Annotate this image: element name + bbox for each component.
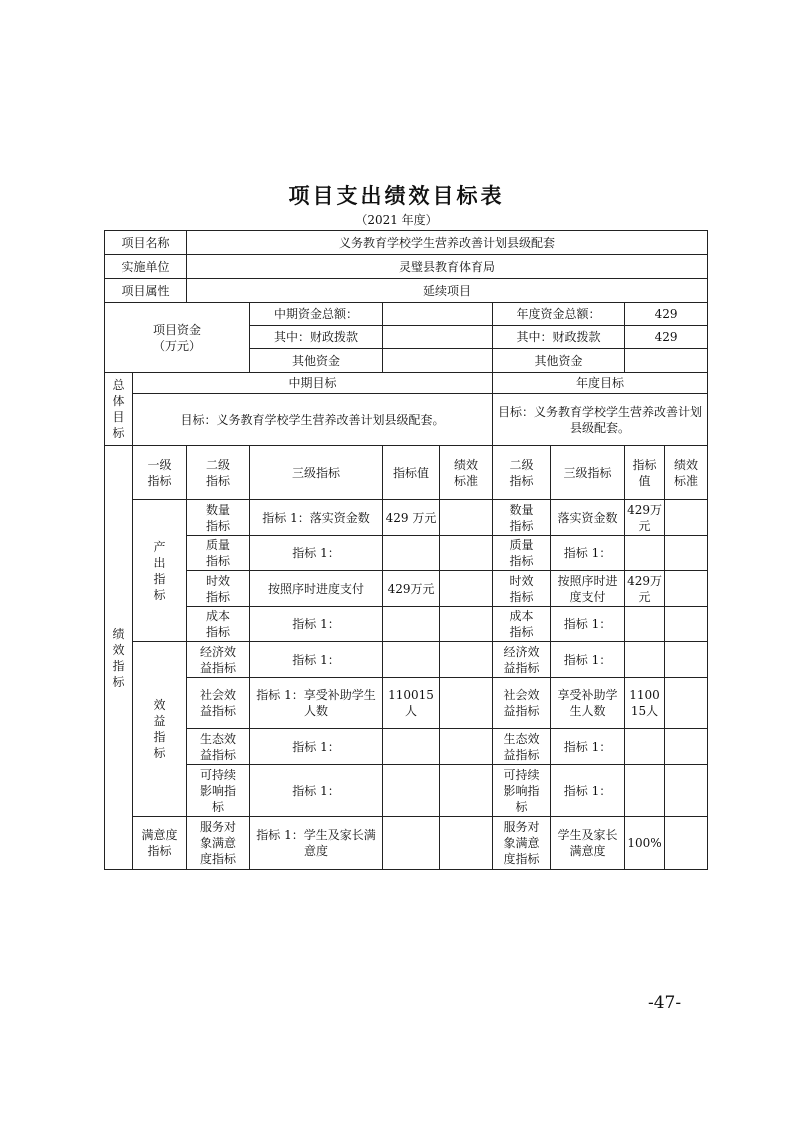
row-level3-year: 指标 1： xyxy=(551,536,625,571)
implementing-unit-row xyxy=(105,255,708,279)
year-goal-header: 年度目标 xyxy=(493,373,708,394)
header-value: 指标值 xyxy=(383,446,440,500)
row-level2: 服务对象满意度指标 xyxy=(187,817,250,870)
row-level3-year: 指标 1： xyxy=(551,642,625,678)
project-funds-label: 项目资金 （万元） xyxy=(105,303,250,373)
row-standard-year xyxy=(665,765,708,817)
indicator-row-satisfaction xyxy=(105,817,708,870)
row-level2: 生态效益指标 xyxy=(187,729,250,765)
year-total-value: 429 xyxy=(625,303,708,326)
row-value-year: 100% xyxy=(625,817,665,870)
indicator-row-timeliness xyxy=(105,571,708,607)
row-level3-year: 落实资金数 xyxy=(551,500,625,536)
row-value-year xyxy=(625,536,665,571)
row-standard-year xyxy=(665,642,708,678)
implementing-unit-label: 实施单位 xyxy=(105,255,187,279)
benefit-indicator-label: 效益指标 xyxy=(133,642,187,817)
indicator-row-cost xyxy=(105,607,708,642)
row-standard xyxy=(440,765,493,817)
header-standard-year: 绩效标准 xyxy=(665,446,708,500)
year-fiscal-label: 其中：财政拨款 xyxy=(493,326,625,349)
row-value-year: 110015人 xyxy=(625,678,665,729)
indicator-row-social xyxy=(105,678,708,729)
row-level3-year: 指标 1： xyxy=(551,607,625,642)
performance-goal-table xyxy=(104,230,708,870)
project-name-value: 义务教育学校学生营养改善计划县级配套 xyxy=(187,231,708,255)
row-level2-year: 服务对象满意度指标 xyxy=(493,817,551,870)
header-level2: 二级指标 xyxy=(187,446,250,500)
row-level2-year: 可持续影响指标 xyxy=(493,765,551,817)
header-value-year: 指标值 xyxy=(625,446,665,500)
row-level3-year: 享受补助学生人数 xyxy=(551,678,625,729)
row-level2-year: 数量指标 xyxy=(493,500,551,536)
row-level3-year: 按照序时进度支付 xyxy=(551,571,625,607)
row-standard xyxy=(440,607,493,642)
row-value-year xyxy=(625,765,665,817)
row-level2-year: 经济效益指标 xyxy=(493,642,551,678)
overall-goal-label: 总体目标 xyxy=(105,373,133,446)
row-value: 429 万元 xyxy=(383,500,440,536)
row-level2-year: 社会效益指标 xyxy=(493,678,551,729)
year-goal-text: 目标：义务教育学校学生营养改善计划县级配套。 xyxy=(493,394,708,446)
row-standard-year xyxy=(665,729,708,765)
header-standard: 绩效标准 xyxy=(440,446,493,500)
indicator-row-ecological xyxy=(105,729,708,765)
page-title: 项目支出绩效目标表 xyxy=(288,184,505,208)
year-fiscal-value: 429 xyxy=(625,326,708,349)
row-level2: 社会效益指标 xyxy=(187,678,250,729)
page-number: -47- xyxy=(648,993,682,1013)
row-value xyxy=(383,536,440,571)
project-name-label: 项目名称 xyxy=(105,231,187,255)
row-level2: 经济效益指标 xyxy=(187,642,250,678)
row-standard xyxy=(440,500,493,536)
project-attribute-label: 项目属性 xyxy=(105,279,187,303)
row-value-year xyxy=(625,729,665,765)
mid-goal-text: 目标：义务教育学校学生营养改善计划县级配套。 xyxy=(133,394,493,446)
row-level2: 时效指标 xyxy=(187,571,250,607)
row-value-year: 429万元 xyxy=(625,571,665,607)
row-level3: 指标 1：享受补助学生人数 xyxy=(250,678,383,729)
mid-goal-header: 中期目标 xyxy=(133,373,493,394)
header-level1: 一级指标 xyxy=(133,446,187,500)
row-value-year: 429万元 xyxy=(625,500,665,536)
row-level2-year: 质量指标 xyxy=(493,536,551,571)
mid-fiscal-value xyxy=(383,326,493,349)
header-level3: 三级指标 xyxy=(250,446,383,500)
row-value xyxy=(383,642,440,678)
header-level2-year: 二级指标 xyxy=(493,446,551,500)
row-standard-year xyxy=(665,536,708,571)
row-standard xyxy=(440,817,493,870)
mid-other-value xyxy=(383,349,493,373)
row-standard-year xyxy=(665,678,708,729)
year-other-label: 其他资金 xyxy=(493,349,625,373)
mid-total-label: 中期资金总额： xyxy=(250,303,383,326)
row-level2: 质量指标 xyxy=(187,536,250,571)
mid-other-label: 其他资金 xyxy=(250,349,383,373)
row-level2-year: 生态效益指标 xyxy=(493,729,551,765)
row-level2: 可持续影响指标 xyxy=(187,765,250,817)
project-attribute-row xyxy=(105,279,708,303)
indicator-row-quantity xyxy=(105,500,708,536)
row-level2-year: 成本指标 xyxy=(493,607,551,642)
row-level3-year: 指标 1： xyxy=(551,765,625,817)
implementing-unit-value: 灵璧县教育体育局 xyxy=(187,255,708,279)
row-value xyxy=(383,607,440,642)
row-level3: 指标 1： xyxy=(250,536,383,571)
row-standard xyxy=(440,571,493,607)
goals-header-row xyxy=(105,373,708,394)
row-standard xyxy=(440,678,493,729)
row-level3: 指标 1： xyxy=(250,729,383,765)
row-standard xyxy=(440,729,493,765)
row-standard-year xyxy=(665,500,708,536)
row-level3: 指标 1：学生及家长满意度 xyxy=(250,817,383,870)
row-value-year xyxy=(625,607,665,642)
mid-total-value xyxy=(383,303,493,326)
row-value-year xyxy=(625,642,665,678)
indicator-row-sustainable xyxy=(105,765,708,817)
year-total-label: 年度资金总额： xyxy=(493,303,625,326)
indicator-row-quality xyxy=(105,536,708,571)
row-value xyxy=(383,765,440,817)
project-name-row xyxy=(105,231,708,255)
row-level3: 按照序时进度支付 xyxy=(250,571,383,607)
row-standard-year xyxy=(665,607,708,642)
row-level3-year: 指标 1： xyxy=(551,729,625,765)
funds-total-row xyxy=(105,303,708,326)
row-value: 110015人 xyxy=(383,678,440,729)
row-level3: 指标 1： xyxy=(250,765,383,817)
row-level3: 指标 1： xyxy=(250,642,383,678)
satisfaction-indicator-label: 满意度指标 xyxy=(133,817,187,870)
mid-fiscal-label: 其中：财政拨款 xyxy=(250,326,383,349)
header-level3-year: 三级指标 xyxy=(551,446,625,500)
row-standard xyxy=(440,536,493,571)
performance-indicator-label: 绩效指标 xyxy=(105,446,133,870)
row-level3: 指标 1： xyxy=(250,607,383,642)
year-other-value xyxy=(625,349,708,373)
year-subtitle: （2021 年度） xyxy=(355,213,438,227)
row-value xyxy=(383,817,440,870)
row-level3-year: 学生及家长满意度 xyxy=(551,817,625,870)
indicator-row-economic xyxy=(105,642,708,678)
row-value xyxy=(383,729,440,765)
goals-text-row xyxy=(105,394,708,446)
output-indicator-label: 产出指标 xyxy=(133,500,187,642)
row-level2: 成本指标 xyxy=(187,607,250,642)
row-standard-year xyxy=(665,571,708,607)
row-value: 429万元 xyxy=(383,571,440,607)
row-level2-year: 时效指标 xyxy=(493,571,551,607)
project-attribute-value: 延续项目 xyxy=(187,279,708,303)
row-standard xyxy=(440,642,493,678)
row-level2: 数量指标 xyxy=(187,500,250,536)
row-level3: 指标 1：落实资金数 xyxy=(250,500,383,536)
indicator-header-row xyxy=(105,446,708,500)
row-standard-year xyxy=(665,817,708,870)
